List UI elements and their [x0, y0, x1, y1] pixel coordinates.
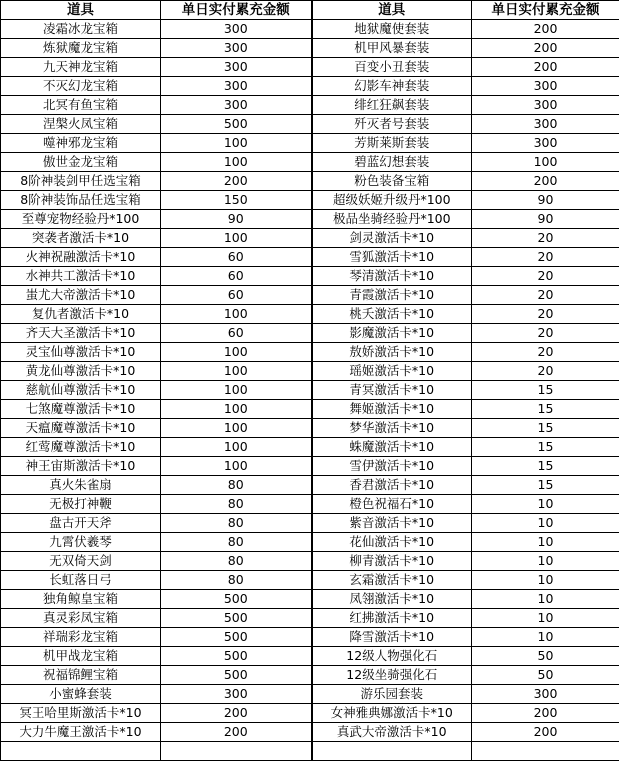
table-row	[1, 609, 619, 628]
table-body	[1, 20, 619, 761]
header-row	[1, 1, 619, 20]
right-item-cell: 粉色装备宝箱	[312, 172, 472, 191]
right-item-cell: 超级妖姬升级丹*100	[312, 191, 472, 210]
left-item-cell: 天瘟魔尊激活卡*10	[1, 419, 161, 438]
table-row	[1, 685, 619, 704]
left-item-cell	[1, 742, 161, 761]
left-item-cell: 无双倚天剑	[1, 552, 161, 571]
table-row	[1, 742, 619, 761]
right-item-cell: 香君激活卡*10	[312, 476, 472, 495]
right-item-cell: 柳青激活卡*10	[312, 552, 472, 571]
right-amount-cell: 15	[472, 381, 619, 400]
right-item-cell: 瑶姬激活卡*10	[312, 362, 472, 381]
right-amount-cell: 10	[472, 533, 619, 552]
table-row	[1, 229, 619, 248]
right-amount-cell: 10	[472, 495, 619, 514]
right-amount-cell	[472, 742, 619, 761]
left-item-cell: 水神共工激活卡*10	[1, 267, 161, 286]
right-amount-cell: 200	[472, 20, 619, 39]
table-row	[1, 419, 619, 438]
table-row	[1, 77, 619, 96]
left-item-cell: 祥瑞彩龙宝箱	[1, 628, 161, 647]
left-amount-cell: 100	[161, 134, 312, 153]
table-row	[1, 438, 619, 457]
right-amount-cell: 90	[472, 191, 619, 210]
left-amount-cell: 100	[161, 457, 312, 476]
left-amount-cell: 100	[161, 305, 312, 324]
left-item-cell: 傲世金龙宝箱	[1, 153, 161, 172]
right-amount-cell: 100	[472, 153, 619, 172]
left-amount-cell: 300	[161, 96, 312, 115]
right-item-cell: 青冥激活卡*10	[312, 381, 472, 400]
left-item-cell: 神王宙斯激活卡*10	[1, 457, 161, 476]
left-item-cell: 九霄伏羲琴	[1, 533, 161, 552]
left-amount-cell: 500	[161, 590, 312, 609]
right-item-cell: 紫音激活卡*10	[312, 514, 472, 533]
right-item-cell: 琴清激活卡*10	[312, 267, 472, 286]
right-item-cell: 影魔激活卡*10	[312, 324, 472, 343]
left-item-cell: 大力牛魔王激活卡*10	[1, 723, 161, 742]
left-item-cell: 红莺魔尊激活卡*10	[1, 438, 161, 457]
left-item-cell: 不灭幻龙宝箱	[1, 77, 161, 96]
left-item-cell: 小蜜蜂套装	[1, 685, 161, 704]
right-amount-cell: 300	[472, 134, 619, 153]
left-item-cell: 盘古开天斧	[1, 514, 161, 533]
table-row	[1, 552, 619, 571]
left-item-cell: 无极打神鞭	[1, 495, 161, 514]
table-row	[1, 476, 619, 495]
left-item-cell: 凌霜冰龙宝箱	[1, 20, 161, 39]
left-item-cell: 九天神龙宝箱	[1, 58, 161, 77]
left-item-cell: 蚩尤大帝激活卡*10	[1, 286, 161, 305]
right-item-cell: 剑灵激活卡*10	[312, 229, 472, 248]
left-amount-cell: 500	[161, 115, 312, 134]
left-item-cell: 噬神邪龙宝箱	[1, 134, 161, 153]
right-item-cell: 花仙激活卡*10	[312, 533, 472, 552]
table-row	[1, 647, 619, 666]
left-amount-cell: 500	[161, 609, 312, 628]
table-row	[1, 96, 619, 115]
left-amount-cell: 100	[161, 362, 312, 381]
table-row	[1, 210, 619, 229]
right-amount-cell: 15	[472, 476, 619, 495]
right-amount-cell: 20	[472, 362, 619, 381]
table-row	[1, 400, 619, 419]
right-amount-cell: 15	[472, 419, 619, 438]
right-amount-cell: 300	[472, 685, 619, 704]
right-item-cell: 百变小丑套装	[312, 58, 472, 77]
table-row	[1, 704, 619, 723]
left-item-cell: 涅槃火凤宝箱	[1, 115, 161, 134]
right-item-cell: 蛛魔激活卡*10	[312, 438, 472, 457]
left-amount-cell: 500	[161, 666, 312, 685]
left-amount-cell: 300	[161, 685, 312, 704]
left-item-cell: 齐天大圣激活卡*10	[1, 324, 161, 343]
right-amount-cell: 20	[472, 343, 619, 362]
right-item-cell: 雪伊激活卡*10	[312, 457, 472, 476]
left-amount-cell: 300	[161, 20, 312, 39]
right-amount-cell: 300	[472, 96, 619, 115]
table-row	[1, 172, 619, 191]
right-amount-cell: 20	[472, 324, 619, 343]
left-item-cell: 机甲战龙宝箱	[1, 647, 161, 666]
right-item-cell: 12级坐骑强化石	[312, 666, 472, 685]
left-amount-cell: 80	[161, 495, 312, 514]
left-amount-cell: 60	[161, 286, 312, 305]
right-item-cell: 女神雅典娜激活卡*10	[312, 704, 472, 723]
left-item-cell: 灵宝仙尊激活卡*10	[1, 343, 161, 362]
table-row	[1, 666, 619, 685]
table-row	[1, 723, 619, 742]
left-amount-cell: 300	[161, 77, 312, 96]
right-amount-cell: 15	[472, 400, 619, 419]
right-item-header: 道具	[312, 1, 472, 20]
left-item-cell: 复仇者激活卡*10	[1, 305, 161, 324]
left-amount-header: 单日实付累充金额	[161, 1, 312, 20]
left-amount-cell: 200	[161, 723, 312, 742]
left-item-cell: 真火朱雀扇	[1, 476, 161, 495]
right-item-cell: 玄霜激活卡*10	[312, 571, 472, 590]
left-item-cell: 长虹落日弓	[1, 571, 161, 590]
right-item-cell: 游乐园套装	[312, 685, 472, 704]
left-amount-cell: 80	[161, 476, 312, 495]
right-item-cell: 芳斯莱斯套装	[312, 134, 472, 153]
left-amount-cell: 60	[161, 248, 312, 267]
table-row	[1, 248, 619, 267]
right-amount-cell: 15	[472, 438, 619, 457]
left-item-cell: 突袭者激活卡*10	[1, 229, 161, 248]
right-item-cell: 梦华激活卡*10	[312, 419, 472, 438]
left-item-cell: 黄龙仙尊激活卡*10	[1, 362, 161, 381]
table-row	[1, 305, 619, 324]
left-amount-cell: 60	[161, 324, 312, 343]
table-row	[1, 457, 619, 476]
right-item-cell: 降雪激活卡*10	[312, 628, 472, 647]
table-row	[1, 590, 619, 609]
table-row	[1, 267, 619, 286]
right-item-cell: 红拂激活卡*10	[312, 609, 472, 628]
right-amount-cell: 200	[472, 58, 619, 77]
right-amount-cell: 200	[472, 723, 619, 742]
left-amount-cell: 100	[161, 381, 312, 400]
right-amount-cell: 50	[472, 666, 619, 685]
left-amount-cell: 80	[161, 533, 312, 552]
left-amount-cell: 300	[161, 58, 312, 77]
left-amount-cell: 100	[161, 153, 312, 172]
right-item-cell: 凤翎激活卡*10	[312, 590, 472, 609]
left-item-cell: 8阶神装饰品任选宝箱	[1, 191, 161, 210]
left-amount-cell: 80	[161, 514, 312, 533]
left-item-header: 道具	[1, 1, 161, 20]
table-row	[1, 381, 619, 400]
right-item-cell: 机甲风暴套装	[312, 39, 472, 58]
right-item-cell: 碧蓝幻想套装	[312, 153, 472, 172]
table-row	[1, 39, 619, 58]
right-amount-header: 单日实付累充金额	[472, 1, 619, 20]
table-row	[1, 58, 619, 77]
left-item-cell: 独角鲸皇宝箱	[1, 590, 161, 609]
table-row	[1, 286, 619, 305]
right-item-cell: 桃夭激活卡*10	[312, 305, 472, 324]
left-amount-cell: 90	[161, 210, 312, 229]
right-item-cell: 橙色祝福石*10	[312, 495, 472, 514]
left-item-cell: 真灵彩凤宝箱	[1, 609, 161, 628]
left-item-cell: 慈航仙尊激活卡*10	[1, 381, 161, 400]
table-row	[1, 115, 619, 134]
right-amount-cell: 200	[472, 172, 619, 191]
left-amount-cell: 100	[161, 438, 312, 457]
right-item-cell: 歼灭者号套装	[312, 115, 472, 134]
right-amount-cell: 15	[472, 457, 619, 476]
left-item-cell: 七煞魔尊激活卡*10	[1, 400, 161, 419]
right-item-cell: 12级人物强化石	[312, 647, 472, 666]
table-row	[1, 343, 619, 362]
table-row	[1, 628, 619, 647]
right-amount-cell: 200	[472, 39, 619, 58]
left-amount-cell: 60	[161, 267, 312, 286]
right-item-cell: 极品坐骑经验丹*100	[312, 210, 472, 229]
right-item-cell: 真武大帝激活卡*10	[312, 723, 472, 742]
right-amount-cell: 20	[472, 229, 619, 248]
right-amount-cell: 20	[472, 286, 619, 305]
left-item-cell: 祝福锦鲤宝箱	[1, 666, 161, 685]
left-amount-cell: 80	[161, 571, 312, 590]
left-amount-cell: 100	[161, 400, 312, 419]
right-amount-cell: 20	[472, 248, 619, 267]
left-item-cell: 炼狱魔龙宝箱	[1, 39, 161, 58]
table-row	[1, 20, 619, 39]
right-amount-cell: 10	[472, 552, 619, 571]
table-row	[1, 495, 619, 514]
right-amount-cell: 10	[472, 571, 619, 590]
table-row	[1, 533, 619, 552]
left-item-cell: 至尊宠物经验丹*100	[1, 210, 161, 229]
right-item-cell: 绯红狂飙套装	[312, 96, 472, 115]
right-amount-cell: 10	[472, 628, 619, 647]
left-amount-cell: 150	[161, 191, 312, 210]
left-item-cell: 北冥有鱼宝箱	[1, 96, 161, 115]
left-amount-cell: 200	[161, 704, 312, 723]
right-amount-cell: 10	[472, 609, 619, 628]
right-amount-cell: 300	[472, 115, 619, 134]
right-amount-cell: 50	[472, 647, 619, 666]
left-amount-cell: 200	[161, 172, 312, 191]
left-amount-cell: 100	[161, 343, 312, 362]
right-amount-cell: 10	[472, 590, 619, 609]
right-item-cell: 敖娇激活卡*10	[312, 343, 472, 362]
left-amount-cell: 100	[161, 229, 312, 248]
left-amount-cell	[161, 742, 312, 761]
right-amount-cell: 300	[472, 77, 619, 96]
left-item-cell: 冥王哈里斯激活卡*10	[1, 704, 161, 723]
right-amount-cell: 90	[472, 210, 619, 229]
left-amount-cell: 100	[161, 419, 312, 438]
table-row	[1, 362, 619, 381]
right-item-cell: 舞姬激活卡*10	[312, 400, 472, 419]
right-amount-cell: 200	[472, 704, 619, 723]
table-row	[1, 134, 619, 153]
table-row	[1, 571, 619, 590]
right-amount-cell: 20	[472, 305, 619, 324]
right-item-cell: 雪狐激活卡*10	[312, 248, 472, 267]
table-row	[1, 514, 619, 533]
table-row	[1, 153, 619, 172]
left-amount-cell: 80	[161, 552, 312, 571]
left-amount-cell: 300	[161, 39, 312, 58]
right-amount-cell: 20	[472, 267, 619, 286]
left-amount-cell: 500	[161, 647, 312, 666]
right-item-cell	[312, 742, 472, 761]
table-row	[1, 324, 619, 343]
table-row	[1, 191, 619, 210]
left-item-cell: 8阶神装剑甲任选宝箱	[1, 172, 161, 191]
left-item-cell: 火神祝融激活卡*10	[1, 248, 161, 267]
left-amount-cell: 500	[161, 628, 312, 647]
right-amount-cell: 10	[472, 514, 619, 533]
right-item-cell: 地狱魔使套装	[312, 20, 472, 39]
right-item-cell: 幻影车神套装	[312, 77, 472, 96]
right-item-cell: 青霞激活卡*10	[312, 286, 472, 305]
